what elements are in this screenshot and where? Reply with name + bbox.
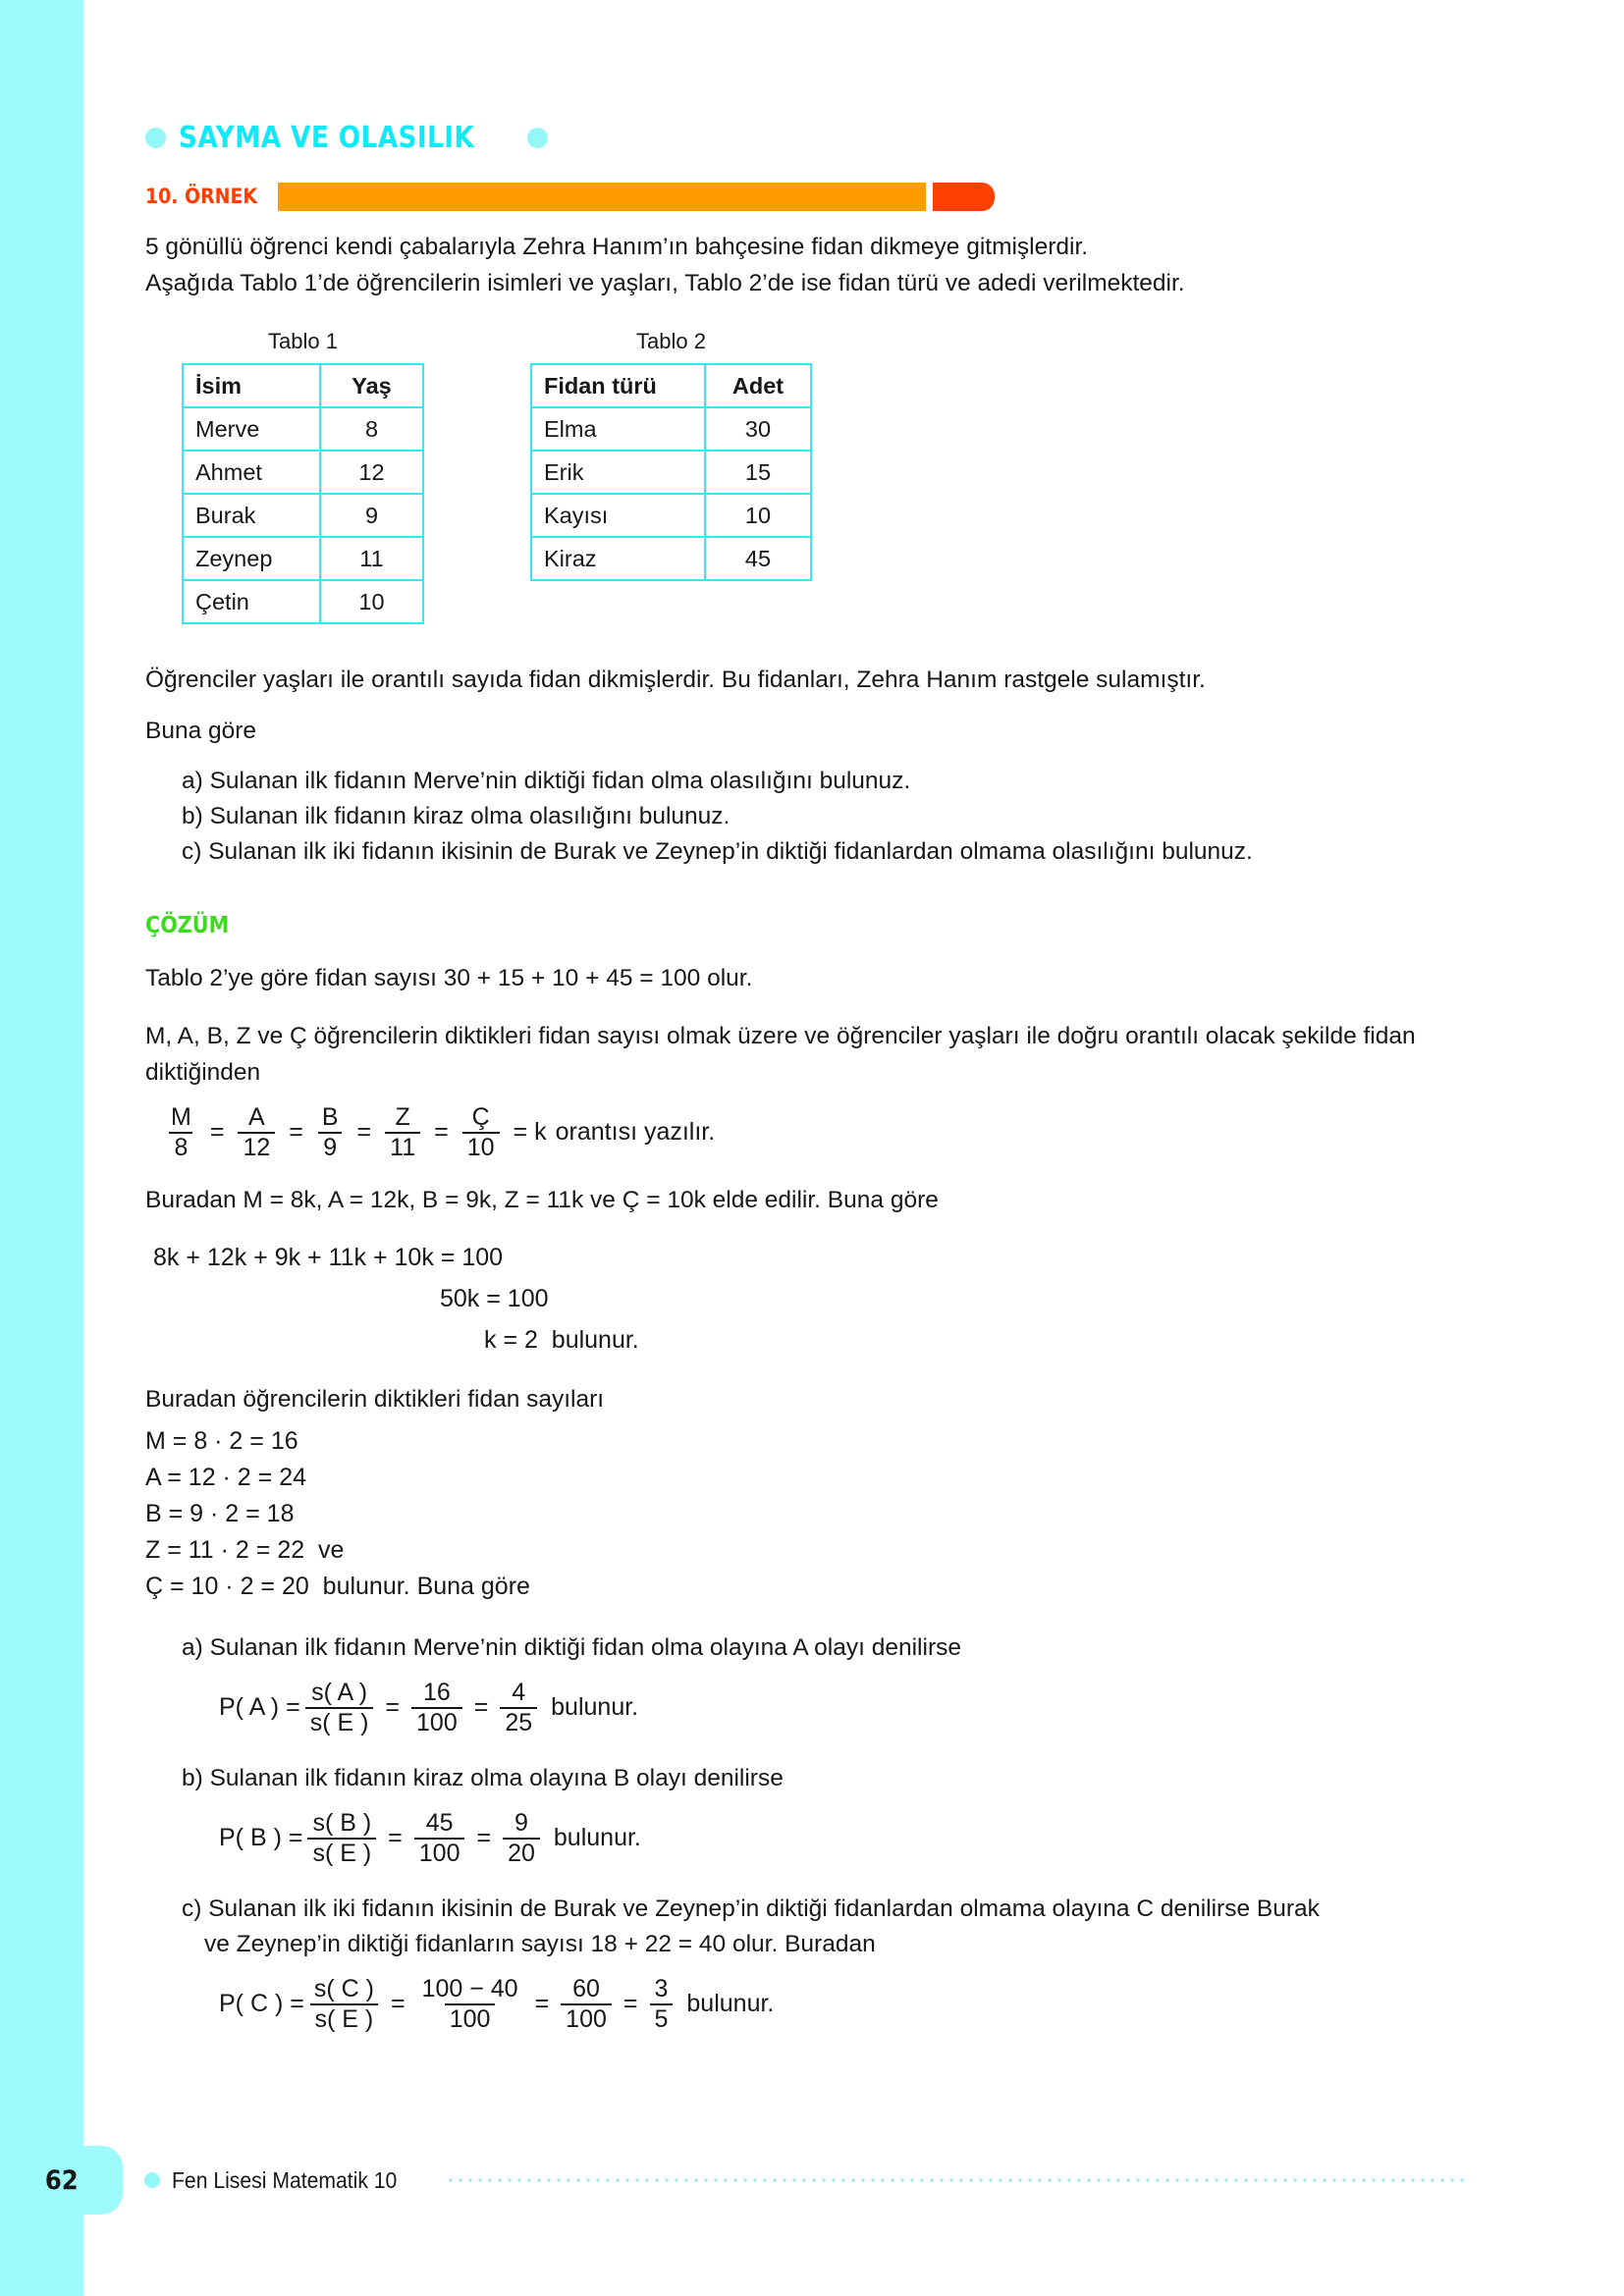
table1-block [182, 329, 424, 624]
equation-k-value: k = 2 bulunur. [484, 1326, 639, 1354]
page-number-tab [0, 2146, 123, 2215]
fraction-sB-sE [307, 1810, 376, 1866]
footer-dotted-rule [446, 2178, 1467, 2182]
count-line-C: Ç = 10 · 2 = 20 bulunur. Buna göre [145, 1573, 530, 1600]
table2-header-tur: Fidan türü [531, 364, 705, 407]
part-a-text: a) Sulanan ilk fidanın Merve’nin diktiği fidan olma olayına A olayı denilirse [182, 1634, 961, 1661]
example-intro [145, 229, 1461, 301]
table2-cell-count: 15 [705, 451, 811, 494]
formula-lhs: P( B ) = [219, 1824, 303, 1851]
example-header [145, 180, 1461, 213]
count-line-M: M = 8 · 2 = 16 [145, 1427, 298, 1455]
fraction-numerator: Ç [471, 1103, 490, 1131]
table1-header-yas: Yaş [320, 364, 423, 407]
fraction-numerator: 3 [654, 1975, 669, 2002]
equals-sign: = [534, 1990, 550, 2017]
fraction-numerator: A [248, 1103, 265, 1131]
table1-cell-name: Çetin [183, 580, 320, 623]
table1-cell-name: Merve [183, 407, 320, 451]
fraction-4-25 [500, 1680, 537, 1735]
fraction-M-8 [166, 1104, 196, 1160]
left-decorative-stripe [0, 0, 83, 2296]
table2-caption: Tablo 2 [636, 329, 706, 353]
fraction-numerator: 45 [425, 1809, 454, 1837]
formula-lhs: P( C ) = [219, 1990, 304, 2017]
table1-cell-age: 11 [320, 537, 423, 580]
table2-cell-count: 10 [705, 494, 811, 537]
table-row [531, 407, 811, 451]
page-content [145, 0, 1461, 2032]
problem-statement [145, 662, 1461, 870]
equals-sign: = [289, 1118, 303, 1146]
equals-sign: = [385, 1693, 401, 1721]
fraction-denominator: 100 [561, 2003, 612, 2033]
fraction-45-100 [414, 1810, 465, 1866]
part-c-text: c) Sulanan ilk iki fidanın ikisinin de Burak ve Zeynep’in diktiği fidanlardan olmama olayına C denilirse Burak [182, 1896, 1320, 1922]
fraction-numerator: Z [395, 1103, 410, 1131]
table2-header-adet: Adet [705, 364, 811, 407]
table1-cell-age: 9 [320, 494, 423, 537]
equation-50k: 50k = 100 [440, 1285, 549, 1312]
equals-sign: = [513, 1118, 528, 1146]
part-c-text-line2: ve Zeynep’in diktiği fidanların sayısı 18 + 22 = 40 olur. Buradan [204, 1931, 876, 1957]
table1-cell-age: 10 [320, 580, 423, 623]
bullet-dot-icon [145, 128, 166, 148]
count-line-B: B = 9 · 2 = 18 [145, 1500, 295, 1527]
table-row [183, 494, 423, 537]
fraction-sA-sE [305, 1680, 374, 1735]
count-line-A: A = 12 · 2 = 24 [145, 1464, 307, 1491]
equals-sign: = [356, 1118, 372, 1146]
question-a: a) Sulanan ilk fidanın Merve’nin diktiği fidan olma olasılığını bulunuz. [182, 768, 911, 794]
table-row [531, 494, 811, 537]
fraction-denominator: 100 [445, 2003, 496, 2033]
count-line-Z: Z = 11 · 2 = 22 ve [145, 1536, 345, 1564]
part-c-formula [219, 1976, 1461, 2032]
question-c: c) Sulanan ilk iki fidanın ikisinin de Burak ve Zeynep’in diktiği fidanlardan olmama olasılığını bulunuz. [182, 838, 1253, 865]
formula-lhs: P( A ) = [219, 1693, 300, 1721]
counts-intro: Buradan öğrencilerin diktikleri fidan sayıları [145, 1386, 605, 1413]
equals-sign: = [623, 1990, 638, 2017]
fraction-60-100 [561, 1976, 612, 2032]
table2-cell-type: Erik [531, 451, 705, 494]
fraction-numerator: M [171, 1103, 191, 1131]
fraction-denominator: 100 [414, 1838, 465, 1867]
fraction-Z-11 [385, 1104, 420, 1160]
equals-sign: = [473, 1693, 489, 1721]
equals-sign: = [476, 1824, 492, 1851]
fraction-denominator: 100 [411, 1707, 462, 1736]
example-intro-line1: 5 gönüllü öğrenci kendi çabalarıyla Zehra Hanım’ın bahçesine fidan dikmeye gitmişlerdir. [145, 234, 1089, 260]
fraction-numerator: s( C ) [313, 1975, 374, 2002]
fraction-numerator: B [321, 1103, 339, 1131]
part-b-text: b) Sulanan ilk fidanın kiraz olma olayına B olayı denilirse [182, 1765, 784, 1791]
table1-cell-age: 12 [320, 451, 423, 494]
proportion-tail-text: orantısı yazılır. [555, 1118, 716, 1146]
fraction-denominator: 25 [500, 1707, 537, 1736]
formula-tail: bulunur. [553, 1824, 641, 1851]
table1-cell-name: Ahmet [183, 451, 320, 494]
fraction-numerator: 9 [514, 1809, 528, 1837]
fraction-A-12 [238, 1104, 275, 1160]
fraction-denominator: 20 [503, 1838, 540, 1867]
fraction-C-10 [462, 1104, 500, 1160]
fraction-numerator: 100 − 40 [421, 1975, 518, 2002]
fraction-sC-sE [309, 1976, 379, 2032]
table1-cell-name: Burak [183, 494, 320, 537]
table2-cell-type: Kiraz [531, 537, 705, 580]
table-row [531, 451, 811, 494]
fraction-9-20 [503, 1810, 540, 1866]
plant-counts-list [145, 1423, 1461, 1605]
example-label: 10. ÖRNEK [145, 185, 258, 208]
table-row [183, 580, 423, 623]
table1 [182, 363, 424, 624]
example-intro-line2: Aşağıda Tablo 1’de öğrencilerin isimleri ve yaşları, Tablo 2’de ise fidan türü ve adedi verilmektedir. [145, 270, 1185, 296]
bullet-dot-icon [144, 2172, 160, 2188]
equals-sign: = [390, 1990, 406, 2017]
table-row [531, 537, 811, 580]
fraction-numerator: 4 [512, 1679, 526, 1706]
statement-line2: Buna göre [145, 718, 257, 744]
proportion-constant: k [534, 1118, 547, 1146]
fraction-numerator: 60 [572, 1975, 600, 2002]
proportion-equation [159, 1104, 1461, 1160]
table-header-row [183, 364, 423, 407]
table1-header-isim: İsim [183, 364, 320, 407]
table2-cell-count: 30 [705, 407, 811, 451]
fraction-denominator: s( E ) [310, 2003, 379, 2033]
fraction-denominator: 12 [238, 1132, 275, 1161]
fraction-B-9 [317, 1104, 344, 1160]
equation-sum: 8k + 12k + 9k + 11k + 10k = 100 [153, 1244, 504, 1271]
fraction-denominator: 10 [462, 1132, 500, 1161]
bullet-dot-icon [527, 128, 548, 148]
fraction-numerator: 16 [422, 1679, 451, 1706]
fraction-denominator: 9 [318, 1132, 342, 1161]
solution-derived-line: Buradan M = 8k, A = 12k, B = 9k, Z = 11k ve Ç = 10k elde edilir. Buna göre [145, 1187, 939, 1213]
equals-sign: = [388, 1824, 403, 1851]
table1-caption: Tablo 1 [268, 329, 338, 353]
solution-heading: ÇÖZÜM [145, 913, 230, 938]
tables-area [145, 329, 1461, 624]
formula-tail: bulunur. [686, 1990, 775, 2017]
table2-cell-type: Kayısı [531, 494, 705, 537]
statement-line1: Öğrenciler yaşları ile orantılı sayıda fidan dikmişlerdir. Bu fidanları, Zehra Hanım rastgele sulamıştır. [145, 667, 1206, 693]
part-a-formula [219, 1680, 1461, 1735]
example-bar-main [278, 183, 926, 211]
fraction-16-100 [411, 1680, 462, 1735]
solution-setup-line: M, A, B, Z ve Ç öğrencilerin diktikleri fidan sayısı olmak üzere ve öğrenciler yaşları ile doğru orantılı olacak şekilde fidan diktiğinden [145, 1023, 1416, 1086]
question-b: b) Sulanan ilk fidanın kiraz olma olasılığını bulunuz. [182, 803, 731, 829]
table-row [183, 451, 423, 494]
fraction-3-5 [650, 1976, 674, 2032]
fraction-denominator: s( E ) [305, 1707, 374, 1736]
fraction-denominator: 8 [169, 1132, 192, 1161]
fraction-denominator: 5 [650, 2003, 674, 2033]
example-bar-endcap [933, 183, 995, 211]
part-b-formula [219, 1810, 1461, 1866]
formula-tail: bulunur. [551, 1693, 639, 1721]
table2-block [530, 329, 812, 581]
solution-total-line: Tablo 2’ye göre fidan sayısı 30 + 15 + 10 + 45 = 100 olur. [145, 965, 753, 991]
page-footer [0, 2146, 1624, 2215]
table-header-row [531, 364, 811, 407]
page-number: 62 [44, 2164, 79, 2196]
footer-book-title: Fen Lisesi Matematik 10 [172, 2166, 398, 2193]
table1-cell-name: Zeynep [183, 537, 320, 580]
table2-cell-type: Elma [531, 407, 705, 451]
equals-sign: = [209, 1118, 225, 1146]
table-row [183, 537, 423, 580]
fraction-numerator: s( B ) [312, 1809, 372, 1837]
fraction-denominator: 11 [385, 1132, 420, 1161]
fraction-denominator: s( E ) [307, 1838, 376, 1867]
fraction-100minus40-100 [417, 1976, 523, 2032]
table2-cell-count: 45 [705, 537, 811, 580]
chapter-title [145, 116, 1461, 159]
chapter-title-text: SAYMA VE OLASILIK [179, 120, 475, 155]
fraction-numerator: s( A ) [311, 1679, 368, 1706]
table1-cell-age: 8 [320, 407, 423, 451]
equals-sign: = [434, 1118, 449, 1146]
table-row [183, 407, 423, 451]
table2 [530, 363, 812, 581]
